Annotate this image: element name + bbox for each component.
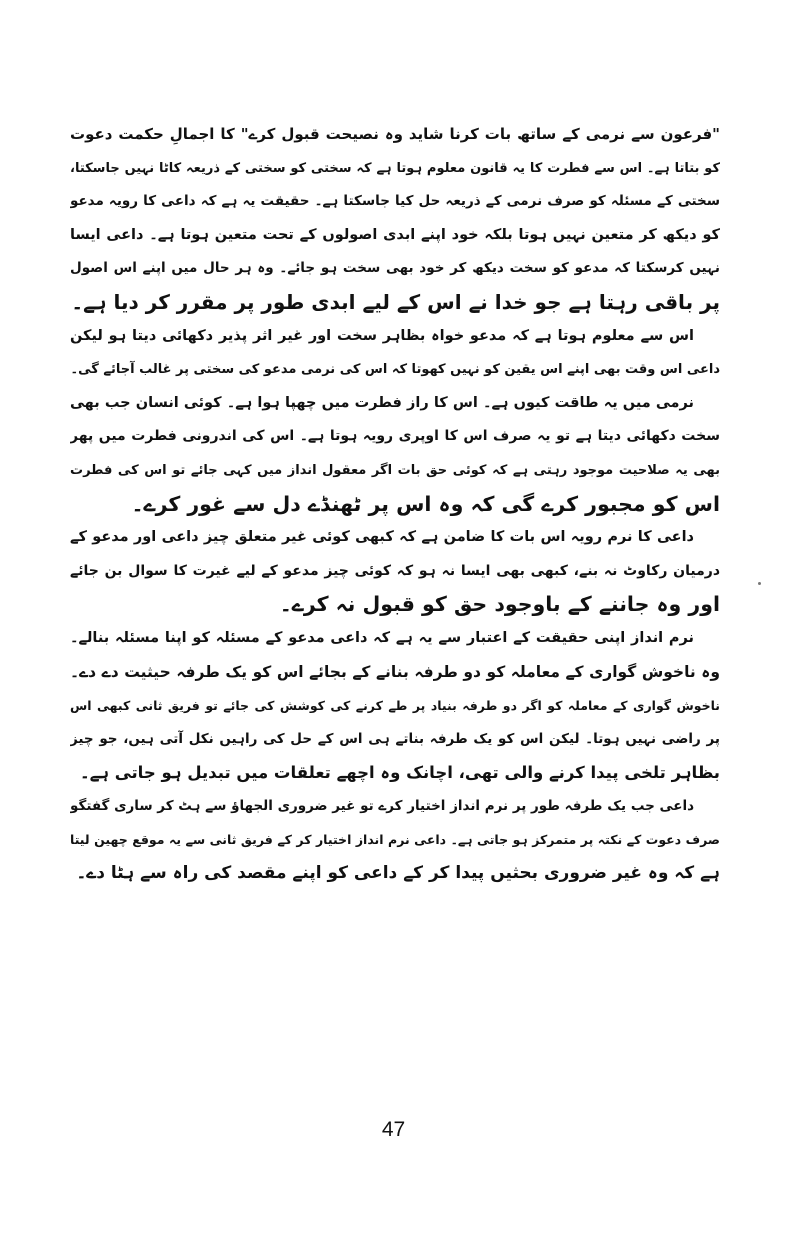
text-line: بظاہر تلخی پیدا کرنے والی تھی، اچانک وہ اچھے تعلقات میں تبدیل ہو جاتی ہے۔ [80, 763, 720, 783]
text-line: داعی اس وقت بھی اپنے اس یقین کو نہیں کھوتا کہ اس کی نرمی مدعو کی سختی پر غالب آجائے گی۔ [70, 362, 720, 378]
text-line: ناخوش گواری کے معاملہ کو اگر دو طرفہ بنیاد پر طے کرنے کی کوشش کی جائے تو فریق ثانی کبھی اس [70, 698, 720, 714]
text-line: داعی جب یک طرفہ طور پر نرم انداز اختیار کرے تو غیر ضروری الجھاؤ سے ہٹ کر ساری گفتگو [70, 797, 694, 814]
text-line: داعی کا نرم رویہ اس بات کا ضامن ہے کہ کبھی کوئی غیر متعلق چیز داعی اور مدعو کے [70, 529, 694, 546]
text-line: "فرعون سے نرمی کے ساتھ بات کرنا شاید وہ نصیحت قبول کرے" کا اجمالِ حکمت دعوت [70, 125, 720, 143]
text-line: اس کو مجبور کرے گی کہ وہ اس پر ٹھنڈے دل سے غور کرے۔ [131, 491, 720, 516]
text-line: وہ ناخوش گواری کے معاملہ کو دو طرفہ بنانے کے بجائے اس کو یک طرفہ حیثیت دے دے۔ [70, 662, 720, 681]
text-line: نہیں کرسکتا کہ مدعو کو سخت دیکھ کر خود بھی سخت ہو جائے۔ وہ ہر حال میں اپنے اس اصول [70, 260, 720, 277]
text-line: کو بتاتا ہے۔ اس سے فطرت کا یہ قانون معلوم ہوتا ہے کہ سختی کو سختی کے ذریعہ کاٹا نہیں جاسکتا، [70, 160, 720, 176]
body-text [70, 118, 720, 891]
text-line: اس سے معلوم ہوتا ہے کہ مدعو خواہ بظاہر سخت اور غیر اثر پذیر دکھائی دیتا ہو لیکن [70, 327, 694, 344]
text-line: درمیان رکاوٹ نہ بنے، کبھی بھی ایسا نہ ہو کہ کوئی چیز مدعو کے لیے غیرت کا سوال بن جائے [70, 562, 720, 579]
text-line: نرمی میں یہ طاقت کیوں ہے۔ اس کا راز فطرت میں چھپا ہوا ہے۔ کوئی انسان جب بھی [70, 394, 694, 411]
text-line: پر راضی نہیں ہوتا۔ لیکن اس کو یک طرفہ بناتے ہی اس کے حل کی راہیں نکل آتی ہیں، جو چیز [70, 730, 720, 747]
text-line: نرم انداز اپنی حقیقت کے اعتبار سے یہ ہے کہ داعی مدعو کے مسئلہ کو اپنا مسئلہ بنالے۔ [70, 629, 694, 646]
text-line: ہے کہ وہ غیر ضروری بحثیں پیدا کر کے داعی کو اپنے مقصد کی راہ سے ہٹا دے۔ [76, 863, 720, 884]
text-line: پر باقی رہتا ہے جو خدا نے اس کے لیے ابدی طور پر مقرر کر دیا ہے۔ [71, 289, 720, 314]
text-line: سختی کے مسئلہ کو صرف نرمی کے ذریعہ حل کیا جاسکتا ہے۔ حقیقت یہ ہے کہ داعی کا رویہ مدعو [70, 193, 720, 210]
text-line: بھی یہ صلاحیت موجود رہتی ہے کہ کوئی حق بات اگر معقول انداز میں کہی جائے تو اس کی فطرت [70, 462, 720, 478]
text-line: کو دیکھ کر متعین نہیں ہوتا بلکہ خود اپنے ابدی اصولوں کے تحت متعین ہوتا ہے۔ داعی ایسا [70, 226, 720, 243]
page-number: 47 [381, 1118, 406, 1141]
text-line: اور وہ جاننے کے باوجود حق کو قبول نہ کرے۔ [279, 592, 720, 617]
text-line: صرف دعوت کے نکتہ پر متمرکز ہو جاتی ہے۔ داعی نرم انداز اختیار کر کے فریق ثانی سے یہ موقع چھین لیتا [70, 832, 720, 848]
text-line: سخت دکھائی دیتا ہے تو یہ صرف اس کا اوپری رویہ ہوتا ہے۔ اس کی اندرونی فطرت میں پھر [70, 428, 720, 445]
scan-speck [758, 582, 761, 585]
